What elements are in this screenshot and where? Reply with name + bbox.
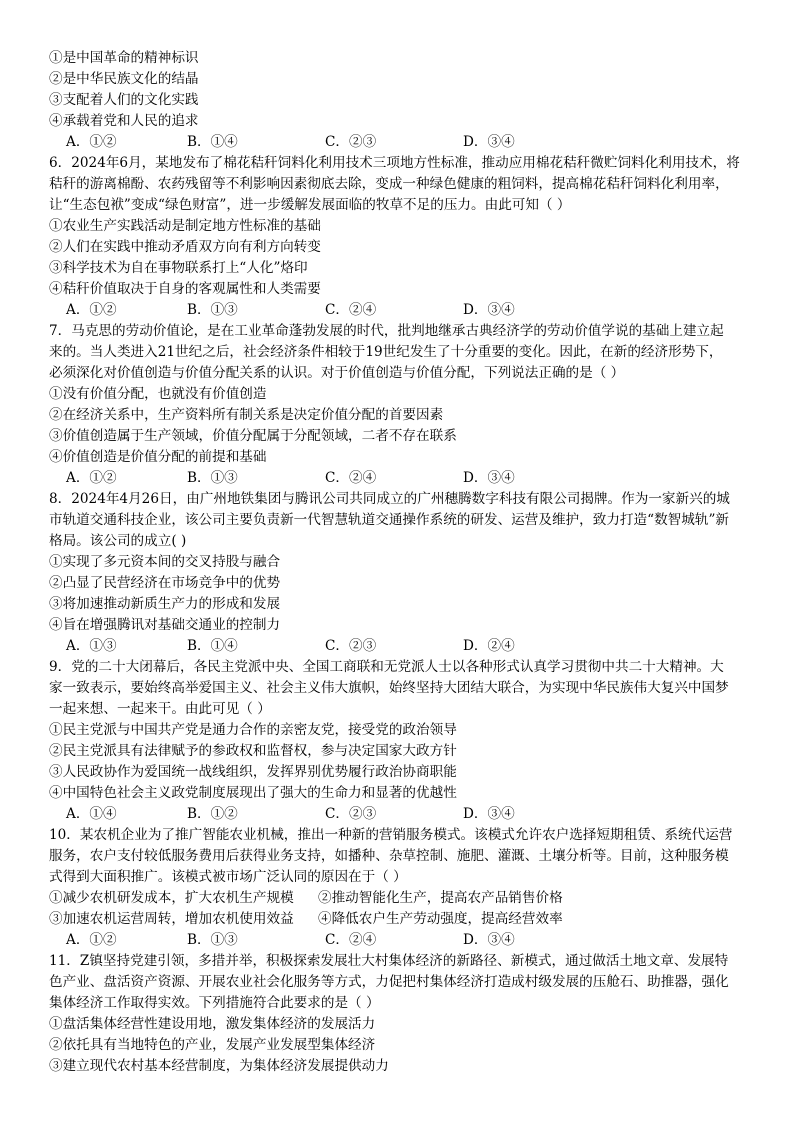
q5-option-d: D．③④	[463, 134, 515, 150]
q5-item-4: ④承载着党和人民的追求	[49, 113, 199, 129]
q7-option-d: D．③④	[463, 470, 515, 486]
q9-item-1: ①民主党派与中国共产党是通力合作的亲密友党，接受党的政治领导	[49, 722, 457, 738]
q8-option-c: C．②③	[325, 638, 377, 654]
q5-option-b: B．①④	[187, 134, 238, 150]
q10-stem-line-2: 服务，农户支付较低服务费用后获得业务支持，如播种、杂草控制、施肥、灌溉、土壤分析等。目前，这种服务模	[49, 848, 729, 864]
q7-option-b: B．①③	[187, 470, 238, 486]
q8-item-3: ③将加速推动新质生产力的形成和发展	[49, 596, 281, 612]
q6-stem-line-2: 秸秆的游离棉酚、农药残留等不利影响因素彻底去除，变成一种绿色健康的粗饲料，提高棉花秸秆饲料化利用率，	[49, 176, 729, 192]
q9-option-a: A．①④	[66, 806, 117, 822]
q8-option-a: A．①③	[66, 638, 117, 654]
q5-option-c: C．②③	[325, 134, 377, 150]
q9-stem-line-3: 一起来想、一起来干。由此可见（ ）	[49, 701, 271, 717]
q9-option-c: C．②③	[325, 806, 377, 822]
q9-item-3: ③人民政协作为爱国统一战线组织，发挥界别优势履行政治协商职能	[49, 764, 457, 780]
q11-stem-line-2: 色产业、盘活资产资源、开展农业社会化服务等方式，力促把村集体经济打造成村级发展的压舱石、助推器，强化	[49, 974, 729, 990]
q5-option-a: A．①②	[66, 134, 117, 150]
q10-item-3: ③加速农机运营周转，增加农机使用效益	[49, 911, 294, 927]
q10-option-a: A．①②	[66, 932, 117, 948]
q11-item-2: ②依托具有当地特色的产业，发展产业发展型集体经济	[49, 1037, 376, 1053]
q10-option-d: D．③④	[463, 932, 515, 948]
q10-item-4: ④降低农户生产劳动强度，提高经营效率	[318, 911, 563, 927]
q11-stem-line-1: 11．Z镇坚持党建引领，多措并举，积极探索发展壮大村集体经济的新路径、新模式，通过做活土地文章、发展特	[49, 953, 729, 969]
q6-stem-line-3: 让“生态包袱”变成“绿色财富”，进一步缓解发展面临的牧草不足的压力。由此可知（ ）	[49, 197, 571, 213]
q10-item-1: ①减少农机研发成本，扩大农机生产规模	[49, 890, 294, 906]
q7-option-c: C．②④	[325, 470, 377, 486]
q7-item-1: ①没有价值分配，也就没有价值创造	[49, 386, 267, 402]
q9-option-b: B．①②	[187, 806, 238, 822]
q11-stem-line-3: 集体经济工作取得实效。下列措施符合此要求的是（ ）	[49, 995, 380, 1011]
q8-option-b: B．①④	[187, 638, 238, 654]
q10-item-2: ②推动智能化生产，提高农产品销售价格	[318, 890, 563, 906]
q7-stem-line-1: 7．马克思的劳动价值论，是在工业革命蓬勃发展的时代，批判地继承古典经济学的劳动价值学说的基础上建立起	[49, 323, 724, 339]
q7-item-2: ②在经济关系中，生产资料所有制关系是决定价值分配的首要因素	[49, 407, 444, 423]
q7-stem-line-2: 来的。当人类进入21世纪之后，社会经济条件相较于19世纪发生了十分重要的变化。因此，在新的经济形势下，	[49, 344, 723, 360]
q11-item-1: ①盘活集体经营性建设用地，激发集体经济的发展活力	[49, 1016, 376, 1032]
q11-item-3: ③建立现代农村基本经营制度，为集体经济发展提供动力	[49, 1058, 389, 1074]
q6-option-c: C．②④	[325, 302, 377, 318]
q10-option-b: B．①③	[187, 932, 238, 948]
q9-item-4: ④中国特色社会主义政党制度展现出了强大的生命力和显著的优越性	[49, 785, 457, 801]
q7-item-3: ③价值创造属于生产领域，价值分配属于分配领域，二者不存在联系	[49, 428, 457, 444]
q6-item-1: ①农业生产实践活动是制定地方性标准的基础	[49, 218, 321, 234]
q10-stem-line-3: 式得到大面积推广。该模式被市场广泛认同的原因在于（ ）	[49, 869, 407, 885]
q9-stem-line-2: 家一致表示，要始终高举爱国主义、社会主义伟大旗帜，始终坚持大团结大联合，为实现中华民族伟大复兴中国梦	[49, 680, 729, 696]
q7-option-a: A．①②	[66, 470, 117, 486]
q7-item-4: ④价值创造是价值分配的前提和基础	[49, 449, 267, 465]
q6-option-a: A．①②	[66, 302, 117, 318]
q6-item-4: ④秸秆价值取决于自身的客观属性和人类需要	[49, 281, 321, 297]
q6-option-b: B．①③	[187, 302, 238, 318]
q8-item-4: ④旨在增强腾讯对基础交通业的控制力	[49, 617, 281, 633]
q9-option-d: D．③④	[463, 806, 515, 822]
q8-item-2: ②凸显了民营经济在市场竞争中的优势	[49, 575, 281, 591]
q6-item-2: ②人们在实践中推动矛盾双方向有利方向转变	[49, 239, 321, 255]
q6-item-3: ③科学技术为自在事物联系打上“人化”烙印	[49, 260, 308, 276]
q5-item-3: ③支配着人们的文化实践	[49, 92, 199, 108]
q7-stem-line-3: 必须深化对价值创造与价值分配关系的认识。对于价值创造与价值分配，下列说法正确的是（ ）	[49, 365, 625, 381]
q9-stem-line-1: 9．党的二十大闭幕后，各民主党派中央、全国工商联和无党派人士以各种形式认真学习贯彻中共二十大精神。大	[49, 659, 724, 675]
q8-stem-line-1: 8．2024年4月26日，由广州地铁集团与腾讯公司共同成立的广州穗腾数字科技有限公司揭牌。作为一家新兴的城	[49, 491, 730, 507]
q5-item-2: ②是中华民族文化的结晶	[49, 71, 199, 87]
q5-item-1: ①是中国革命的精神标识	[49, 50, 199, 66]
q6-stem-line-1: 6．2024年6月，某地发布了棉花秸秆饲料化利用技术三项地方性标准，推动应用棉花秸秆微贮饲料化利用技术，将	[49, 155, 740, 171]
q8-stem-line-2: 市轨道交通科技企业，该公司主要负责新一代智慧轨道交通操作系统的研发、运营及维护，致力打造“数智城轨”新	[49, 512, 729, 528]
q8-option-d: D．②④	[463, 638, 515, 654]
q6-option-d: D．③④	[463, 302, 515, 318]
q10-stem-line-1: 10．某农机企业为了推广智能农业机械，推出一种新的营销服务模式。该模式允许农户选择短期租赁、系统代运营	[49, 827, 733, 843]
q8-stem-line-3: 格局。该公司的成立( )	[49, 533, 187, 549]
q10-option-c: C．②④	[325, 932, 377, 948]
q9-item-2: ②民主党派具有法律赋予的参政权和监督权，参与决定国家大政方针	[49, 743, 457, 759]
q8-item-1: ①实现了多元资本间的交叉持股与融合	[49, 554, 281, 570]
